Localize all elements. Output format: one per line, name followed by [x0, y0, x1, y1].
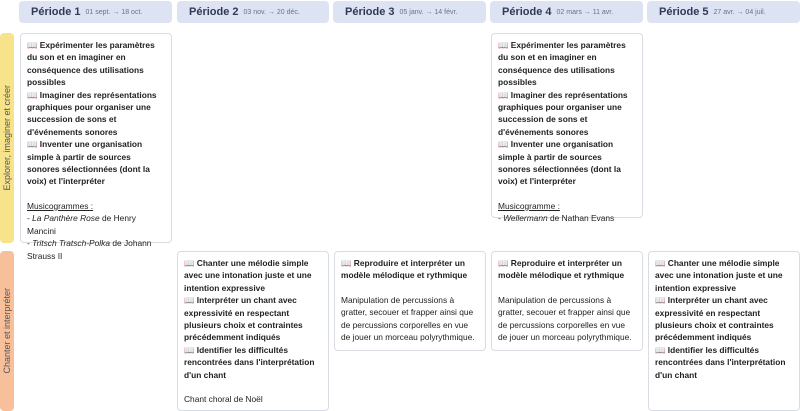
card-note: Manipulation de percussions à gratter, secouer et frapper ainsi que de percussions corporelles en vue de jouer un morceau polyrythmique. — [498, 294, 632, 343]
book-icon: 📖 — [498, 89, 509, 100]
period-header-4 — [490, 1, 643, 23]
book-icon: 📖 — [498, 139, 509, 150]
book-icon: 📖 — [498, 40, 509, 50]
period-dates: 05 janv. → 14 févr. — [399, 8, 458, 16]
card-chanter-periode-2[interactable] — [177, 251, 329, 411]
book-icon: 📖 — [655, 295, 666, 306]
period-header-5 — [647, 1, 800, 23]
book-icon: 📖 — [498, 258, 509, 268]
competence-item: 📖 Reproduire et interpréter un modèle mélodique et rythmique — [341, 258, 468, 281]
row-label-explorer — [0, 33, 14, 243]
row-label-text: Explorer, imaginer et créer — [2, 85, 12, 191]
competence-item: 📖 Inventer une organisation simple à partir de sources sonores sélectionnées (dont la voix) et l'interpréter — [27, 139, 150, 187]
book-icon: 📖 — [184, 344, 195, 355]
book-icon: 📖 — [27, 40, 38, 50]
card-explorer-periode-4[interactable] — [491, 33, 643, 224]
competence-item: 📖 Interpréter un chant avec expressivité en respectant plusieurs choix et contraintes précédemment indiqués — [655, 295, 774, 343]
period-name: Période 4 — [502, 6, 552, 18]
competence-item: 📖 Identifier les difficultés rencontrées dans l'interprétation d'un chant — [184, 344, 315, 380]
resource-line: - Wellermann de Nathan Evans — [498, 213, 615, 224]
book-icon: 📖 — [341, 258, 352, 268]
competence-item: 📖 Expérimenter les paramètres du son et en imaginer en conséquence des utilisations possibles — [27, 40, 155, 88]
card-chanter-periode-3[interactable] — [334, 251, 486, 351]
competence-item: 📖 Chanter une mélodie simple avec une intonation juste et une intention expressive — [655, 258, 783, 293]
book-icon: 📖 — [184, 258, 195, 268]
competence-item: 📖 Chanter une mélodie simple avec une intonation juste et une intention expressive — [184, 258, 312, 293]
competence-item: 📖 Inventer une organisation simple à partir de sources sonores sélectionnées (dont la voix) et l'interpréter — [498, 139, 621, 187]
period-header-2 — [177, 1, 329, 23]
card-chanter-periode-4[interactable] — [491, 251, 643, 351]
book-icon: 📖 — [27, 89, 38, 100]
book-icon: 📖 — [655, 344, 666, 355]
period-header-3 — [333, 1, 486, 23]
card-explorer-periode-1[interactable] — [20, 33, 172, 261]
period-name: Période 5 — [659, 6, 709, 18]
resource-heading: Musicogrammes : — [27, 200, 94, 211]
competence-item: 📖 Identifier les difficultés rencontrées dans l'interprétation d'un chant — [655, 344, 786, 380]
resource-line: - Tritsch Tratsch-Polka de Johann Strauss II — [27, 238, 152, 261]
period-dates: 01 sept. → 18 oct. — [85, 8, 143, 16]
competence-item: 📖 Interpréter un chant avec expressivité en respectant plusieurs choix et contraintes précédemment indiqués — [184, 295, 303, 343]
period-header-1 — [19, 1, 172, 23]
card-note: Manipulation de percussions à gratter, secouer et frapper ainsi que de percussions corporelles en vue de jouer un morceau polyrythmique. — [341, 294, 475, 343]
book-icon: 📖 — [184, 295, 195, 306]
competence-item: 📖 Expérimenter les paramètres du son et en imaginer en conséquence des utilisations possibles — [498, 40, 626, 88]
resource-heading: Musicogramme : — [498, 200, 560, 211]
period-dates: 27 avr. → 04 juil. — [713, 8, 766, 16]
competence-item: 📖 Imaginer des représentations graphiques pour organiser une succession de sons et d'événements sonores — [27, 89, 157, 137]
competence-item: 📖 Imaginer des représentations graphiques pour organiser une succession de sons et d'événements sonores — [498, 89, 628, 137]
card-note: Chant choral de Noël — [184, 394, 263, 405]
book-icon: 📖 — [655, 258, 666, 268]
period-dates: 02 mars → 11 avr. — [556, 8, 614, 16]
period-name: Période 2 — [189, 6, 239, 18]
period-dates: 03 nov. → 20 déc. — [243, 8, 300, 16]
period-name: Période 1 — [31, 6, 81, 18]
row-label-chanter — [0, 251, 14, 411]
book-icon: 📖 — [27, 139, 38, 150]
card-chanter-periode-5[interactable] — [648, 251, 800, 411]
resource-line: - La Panthère Rose de Henry Mancini — [27, 213, 136, 236]
competence-item: 📖 Reproduire et interpréter un modèle mélodique et rythmique — [498, 258, 625, 281]
row-label-text: Chanter et interpréter — [2, 288, 12, 374]
period-name: Période 3 — [345, 6, 395, 18]
